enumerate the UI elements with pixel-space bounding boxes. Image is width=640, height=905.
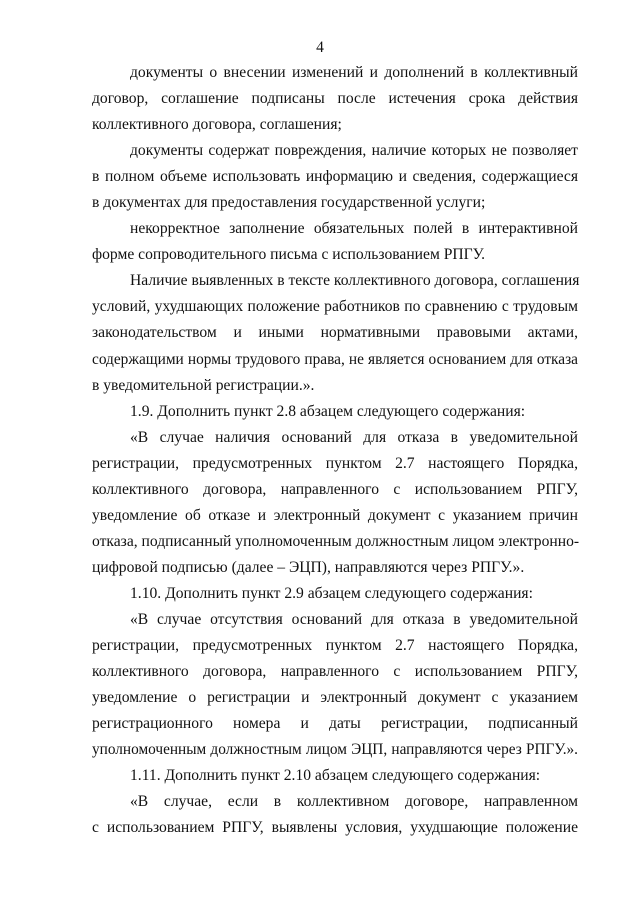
text-line: уведомление о регистрации и электронный документ с указанием — [92, 689, 578, 707]
text-line: регистрации, предусмотренных пунктом 2.7 настоящего Порядка, — [92, 454, 578, 472]
text-line: форме сопроводительного письма с использованием РПГУ. — [92, 246, 486, 264]
text-line: некорректное заполнение обязательных полей в интерактивной — [130, 220, 578, 238]
text-line: отказа, подписанный уполномоченным должностным лицом электронно- — [92, 532, 580, 550]
text-line: 1.10. Дополнить пункт 2.9 абзацем следующего содержания: — [130, 584, 533, 602]
text-line: «В случае наличия оснований для отказа в уведомительной — [130, 428, 578, 446]
text-line: коллективного договора, направленного с использованием РПГУ, — [92, 480, 578, 498]
text-line: регистрационного номера и даты регистрации, подписанный — [92, 715, 578, 733]
text-line: уполномоченным должностным лицом ЭЦП, направляются через РПГУ.». — [92, 741, 578, 759]
text-line: Наличие выявленных в тексте коллективного договора, соглашения — [130, 272, 580, 290]
text-line: 1.11. Дополнить пункт 2.10 абзацем следующего содержания: — [130, 767, 541, 785]
text-line: с использованием РПГУ, выявлены условия, ухудшающие положение — [92, 819, 578, 837]
text-line: содержащими нормы трудового права, не является основанием для отказа — [92, 350, 578, 368]
text-line: условий, ухудшающих положение работников по сравнению с трудовым — [92, 298, 578, 316]
text-line: «В случае, если в коллективном договоре, направленном — [130, 793, 578, 811]
text-line: в полном объеме использовать информацию и сведения, содержащиеся — [92, 168, 578, 186]
text-line: договор, соглашение подписаны после истечения срока действия — [92, 90, 578, 108]
text-line: 1.9. Дополнить пункт 2.8 абзацем следующего содержания: — [130, 402, 526, 420]
text-line: документы содержат повреждения, наличие которых не позволяет — [130, 142, 578, 160]
page-number: 4 — [316, 39, 324, 56]
text-line: уведомление об отказе и электронный документ с указанием причин — [92, 506, 578, 524]
text-line: документы о внесении изменений и дополнений в коллективный — [130, 64, 578, 81]
text-line: законодательством и иными нормативными правовыми актами, — [92, 324, 578, 342]
text-line: коллективного договора, соглашения; — [92, 116, 342, 134]
text-line: «В случае отсутствия оснований для отказа в уведомительной — [130, 610, 578, 628]
text-line: регистрации, предусмотренных пунктом 2.7 настоящего Порядка, — [92, 637, 578, 655]
text-line: коллективного договора, направленного с использованием РПГУ, — [92, 663, 578, 681]
document-body — [92, 60, 578, 841]
text-line: в уведомительной регистрации.». — [92, 376, 315, 394]
text-line: в документах для предоставления государственной услуги; — [92, 194, 486, 212]
text-line: цифровой подписью (далее – ЭЦП), направляются через РПГУ.». — [92, 558, 525, 576]
